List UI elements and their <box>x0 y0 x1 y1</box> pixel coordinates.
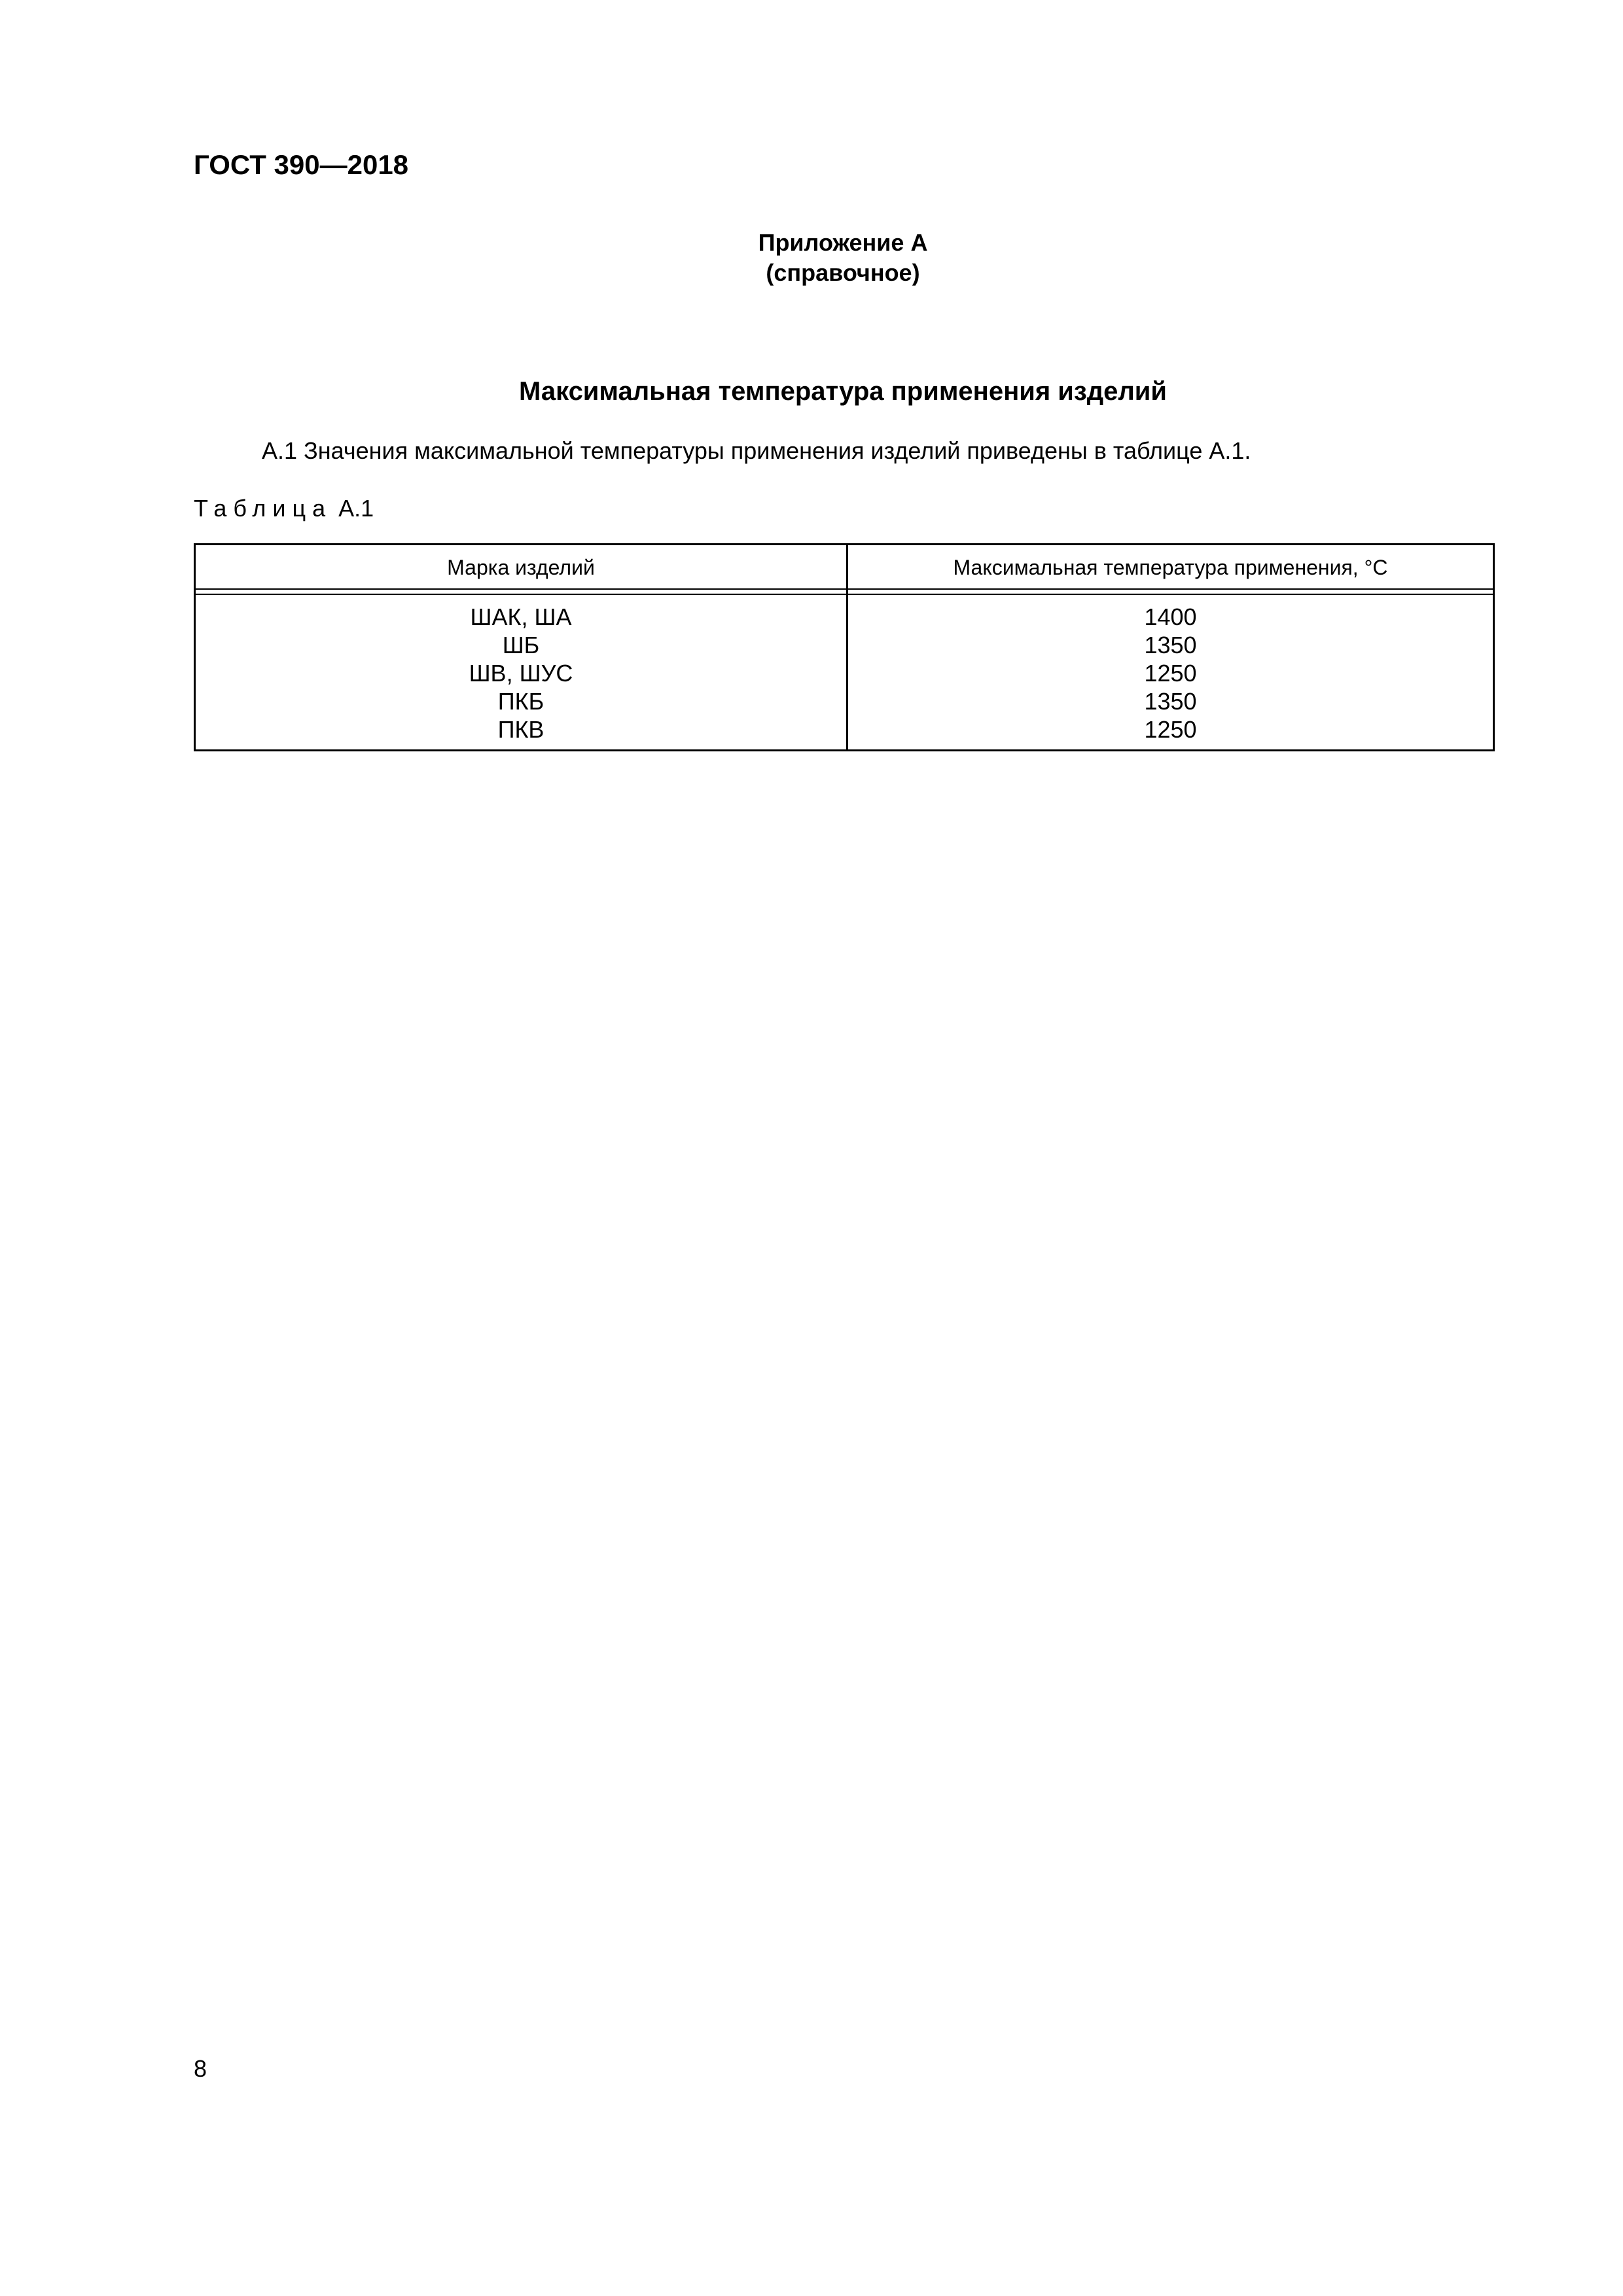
paragraph-a1: А.1 Значения максимальной температуры применения изделий приведены в таблице А.1. <box>262 437 1251 464</box>
table-cell-temperature: 1250 <box>1144 660 1197 687</box>
table-caption <box>194 495 374 522</box>
appendix-type: (справочное) <box>766 259 920 286</box>
table-cell-temperature: 1350 <box>1144 688 1197 715</box>
table-column-marks <box>196 603 846 744</box>
table-cell-temperature: 1400 <box>1144 603 1197 630</box>
temperature-table <box>194 543 1495 751</box>
table-cell-mark: ШВ, ШУС <box>469 660 573 687</box>
table-column-temperatures <box>848 603 1493 744</box>
table-cell-mark: ШАК, ША <box>470 603 572 630</box>
table-cell-mark: ШБ <box>502 632 540 658</box>
table-caption-number: А.1 <box>338 495 374 522</box>
section-title: Максимальная температура применения изделий <box>519 377 1167 406</box>
table-cell-temperature: 1350 <box>1144 632 1197 658</box>
table-caption-word: Таблица <box>194 495 332 522</box>
table-cell-mark: ПКБ <box>497 688 544 715</box>
table-header-max-temperature: Максимальная температура применения, °С <box>953 556 1388 579</box>
document-code: ГОСТ 390—2018 <box>194 149 409 180</box>
appendix-title: Приложение А <box>758 229 928 256</box>
page-number: 8 <box>194 2055 207 2082</box>
table-cell-mark: ПКВ <box>497 716 544 743</box>
table-header-mark: Марка изделий <box>447 556 595 579</box>
table-cell-temperature: 1250 <box>1144 716 1197 743</box>
table-header-separator <box>196 588 1493 590</box>
table-header-separator-double <box>196 594 1493 595</box>
